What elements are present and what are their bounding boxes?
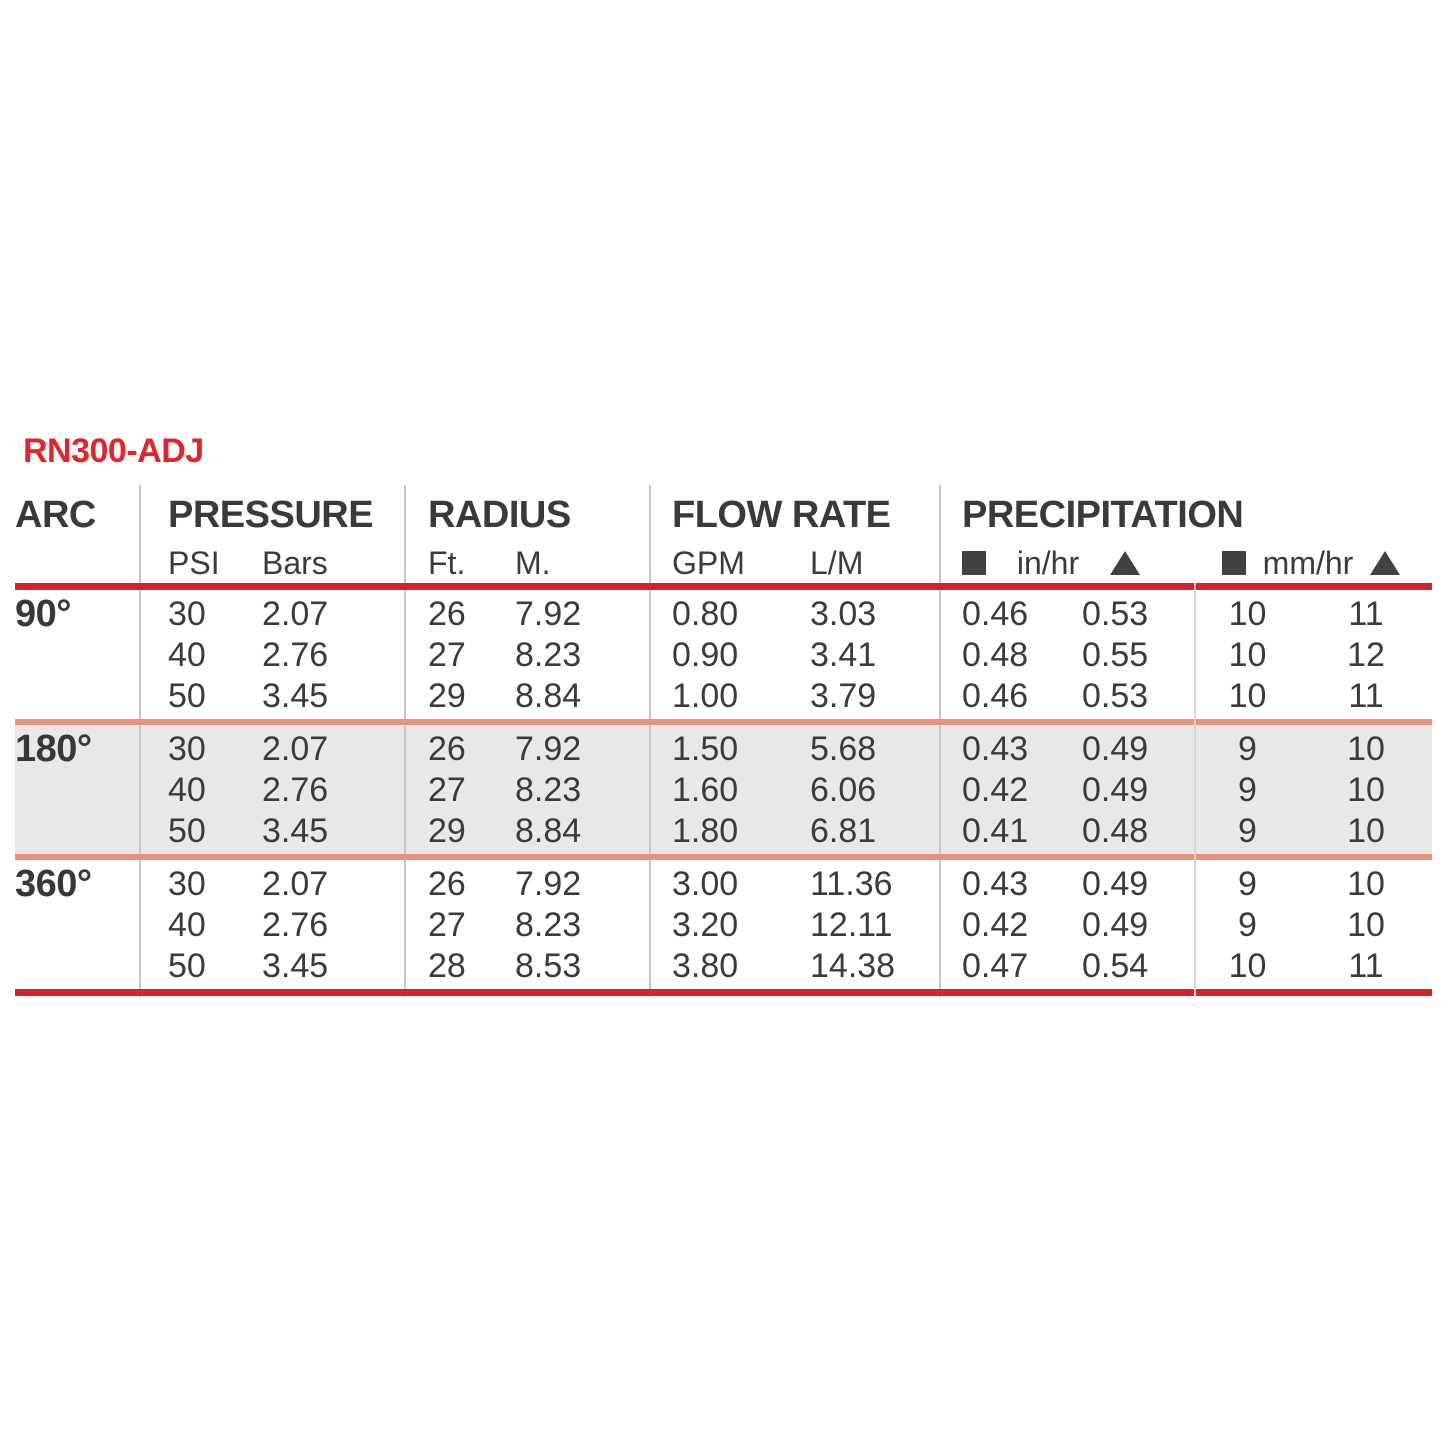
column-divider xyxy=(1194,583,1196,997)
subheader-lm: L/M xyxy=(810,545,864,581)
table-cell: 26 xyxy=(428,865,466,903)
group-separator xyxy=(15,854,1432,860)
table-cell: 40 xyxy=(168,771,206,809)
table-group-360 xyxy=(15,860,1432,989)
table-cell: 0.90 xyxy=(672,636,739,674)
table-cell: 1.60 xyxy=(672,771,739,809)
table-cell: 12.11 xyxy=(810,906,893,944)
table-cell: 3.03 xyxy=(810,595,877,633)
table-cell: 7.92 xyxy=(515,865,582,903)
table-cell: 10 xyxy=(1347,812,1385,850)
table-cell: 0.49 xyxy=(1082,771,1149,809)
table-cell: 10 xyxy=(1228,947,1267,985)
arc-label xyxy=(15,811,140,852)
table-cell: 30 xyxy=(168,865,206,903)
table-cell: 8.84 xyxy=(515,677,582,715)
column-divider xyxy=(404,485,406,997)
table-cell: 10 xyxy=(1347,771,1385,809)
square-icon xyxy=(962,551,986,575)
table-group-180 xyxy=(15,725,1432,854)
arc-label xyxy=(15,770,140,811)
table-cell: 50 xyxy=(168,677,206,715)
table-row xyxy=(15,905,1432,946)
table-cell: 0.54 xyxy=(1082,947,1149,985)
table-cell: 3.20 xyxy=(672,906,739,944)
arc-label xyxy=(15,946,140,987)
table-cell: 2.07 xyxy=(262,865,329,903)
table-cell: 12 xyxy=(1347,636,1385,674)
column-divider xyxy=(649,485,651,997)
table-cell: 6.81 xyxy=(810,812,877,850)
triangle-icon xyxy=(1370,551,1400,575)
table-cell: 10 xyxy=(1347,906,1385,944)
table-group-90 xyxy=(15,590,1432,719)
table-row xyxy=(15,864,1432,905)
table-cell: 0.53 xyxy=(1082,677,1149,715)
table-cell: 30 xyxy=(168,595,206,633)
table-cell: 10 xyxy=(1228,595,1267,633)
table-cell: 3.41 xyxy=(810,636,877,674)
table-cell: 9 xyxy=(1238,865,1257,903)
header-flow-rate: FLOW RATE xyxy=(672,494,891,536)
top-rule xyxy=(15,583,1432,590)
table-cell: 30 xyxy=(168,730,206,768)
header-arc: ARC xyxy=(15,494,96,536)
arc-label: 360° xyxy=(15,863,92,905)
table-cell: 9 xyxy=(1238,906,1257,944)
table-cell: 2.76 xyxy=(262,906,329,944)
table-cell: 8.84 xyxy=(515,812,582,850)
table-cell: 27 xyxy=(428,771,466,809)
spec-sheet xyxy=(15,430,1432,996)
table-row xyxy=(15,770,1432,811)
subheader-mm-hr-label: mm/hr xyxy=(1262,545,1354,581)
table-cell: 14.38 xyxy=(810,947,896,985)
table-cell: 50 xyxy=(168,947,206,985)
table-cell: 0.55 xyxy=(1082,636,1149,674)
arc-label xyxy=(15,905,140,946)
table-cell: 2.07 xyxy=(262,595,329,633)
table-cell: 0.46 xyxy=(962,677,1029,715)
table-cell: 0.46 xyxy=(962,595,1029,633)
subheader-ft: Ft. xyxy=(428,545,466,581)
subheader-bars: Bars xyxy=(262,545,328,581)
subheader-mm-hr xyxy=(1195,543,1432,583)
table-cell: 0.49 xyxy=(1082,906,1149,944)
table-row xyxy=(15,676,1432,717)
table-cell: 3.45 xyxy=(262,677,329,715)
table-cell: 0.43 xyxy=(962,730,1029,768)
column-divider xyxy=(139,485,141,997)
triangle-icon xyxy=(1110,551,1140,575)
table-cell: 0.41 xyxy=(962,812,1029,850)
table-cell: 8.23 xyxy=(515,906,582,944)
table-cell: 3.45 xyxy=(262,947,329,985)
table-row xyxy=(15,594,1432,635)
subheader-in-hr xyxy=(940,543,1195,583)
table-cell: 2.07 xyxy=(262,730,329,768)
table-cell: 0.80 xyxy=(672,595,739,633)
table-cell: 8.53 xyxy=(515,947,582,985)
table-cell: 11 xyxy=(1348,947,1384,985)
table-cell: 29 xyxy=(428,812,466,850)
table-cell: 1.50 xyxy=(672,730,739,768)
table-cell: 28 xyxy=(428,947,466,985)
table-cell: 10 xyxy=(1228,677,1267,715)
subheader-m: M. xyxy=(515,545,551,581)
table-cell: 3.80 xyxy=(672,947,739,985)
table-row xyxy=(15,729,1432,770)
table-cell: 8.23 xyxy=(515,771,582,809)
table-cell: 7.92 xyxy=(515,595,582,633)
table-cell: 10 xyxy=(1347,865,1385,903)
table-cell: 11 xyxy=(1348,595,1384,633)
table-cell: 11.36 xyxy=(810,865,893,903)
table-cell: 8.23 xyxy=(515,636,582,674)
table-cell: 29 xyxy=(428,677,466,715)
table-row xyxy=(15,635,1432,676)
table-cell: 0.42 xyxy=(962,771,1029,809)
table-cell: 26 xyxy=(428,730,466,768)
table-cell: 5.68 xyxy=(810,730,877,768)
table-cell: 10 xyxy=(1347,730,1385,768)
table-cell: 3.79 xyxy=(810,677,877,715)
table-cell: 3.45 xyxy=(262,812,329,850)
group-separator xyxy=(15,719,1432,725)
table-cell: 0.42 xyxy=(962,906,1029,944)
header-precipitation: PRECIPITATION xyxy=(962,494,1244,536)
square-icon xyxy=(1222,551,1246,575)
table-cell: 0.48 xyxy=(962,636,1029,674)
subheader-psi: PSI xyxy=(168,545,220,581)
arc-label: 180° xyxy=(15,728,92,770)
table-cell: 27 xyxy=(428,906,466,944)
subheader-empty xyxy=(15,543,140,583)
table-cell: 0.49 xyxy=(1082,730,1149,768)
table-cell: 1.00 xyxy=(672,677,739,715)
table-cell: 50 xyxy=(168,812,206,850)
table-cell: 3.00 xyxy=(672,865,739,903)
table-cell: 1.80 xyxy=(672,812,739,850)
table-cell: 0.43 xyxy=(962,865,1029,903)
table-cell: 40 xyxy=(168,906,206,944)
bottom-rule xyxy=(15,989,1432,996)
table-cell: 0.49 xyxy=(1082,865,1149,903)
subheader-in-hr-label: in/hr xyxy=(1016,545,1080,581)
arc-label xyxy=(15,635,140,676)
column-divider xyxy=(939,485,941,997)
table-row xyxy=(15,946,1432,987)
table-cell: 0.47 xyxy=(962,947,1029,985)
table-cell: 9 xyxy=(1238,730,1257,768)
table-cell: 26 xyxy=(428,595,466,633)
subheader-gpm: GPM xyxy=(672,545,745,581)
subheader-row xyxy=(15,543,1432,583)
table-cell: 2.76 xyxy=(262,636,329,674)
arc-label xyxy=(15,676,140,717)
model-title: RN300-ADJ xyxy=(23,432,204,470)
table-cell: 2.76 xyxy=(262,771,329,809)
table-row xyxy=(15,811,1432,852)
table-cell: 27 xyxy=(428,636,466,674)
header-pressure: PRESSURE xyxy=(168,494,374,536)
table-cell: 9 xyxy=(1238,812,1257,850)
table-cell: 6.06 xyxy=(810,771,877,809)
table-cell: 10 xyxy=(1228,636,1267,674)
header-row xyxy=(15,490,1432,543)
table-cell: 7.92 xyxy=(515,730,582,768)
arc-label: 90° xyxy=(15,593,71,635)
table-cell: 40 xyxy=(168,636,206,674)
table-cell: 11 xyxy=(1348,677,1384,715)
table-cell: 9 xyxy=(1238,771,1257,809)
header-radius: RADIUS xyxy=(428,494,571,536)
table-cell: 0.53 xyxy=(1082,595,1149,633)
table-cell: 0.48 xyxy=(1082,812,1149,850)
